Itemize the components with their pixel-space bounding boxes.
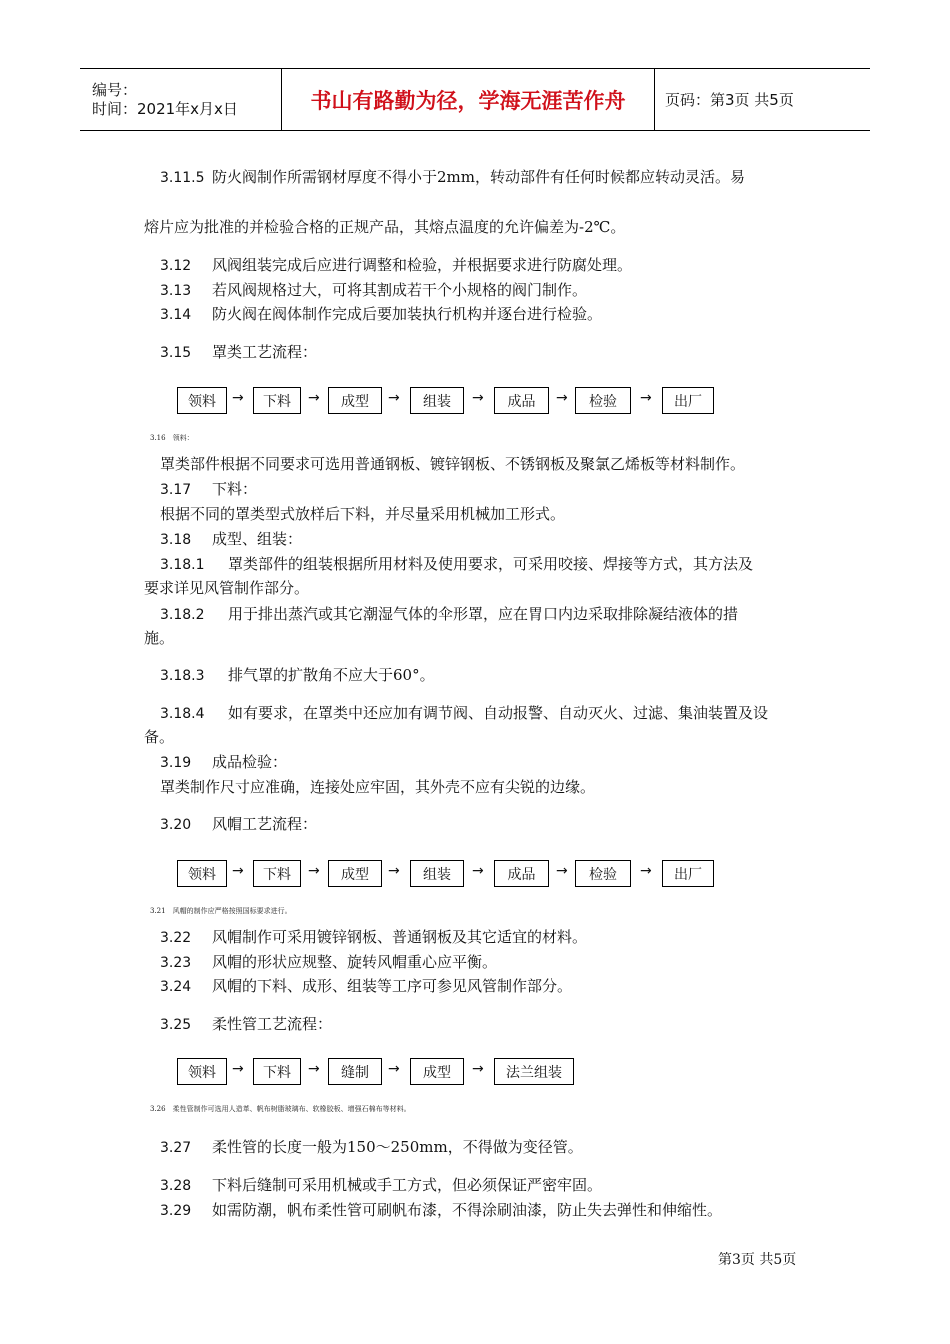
paragraph-line: 3.18.2 用于排出蒸汽或其它潮湿气体的伞形罩，应在胃口内边采取排除凝结液体的措 — [160, 605, 739, 623]
arrow-right-icon: → — [308, 863, 320, 879]
section-heading: 3.15 罩类工艺流程： — [160, 343, 318, 361]
arrow-right-icon: → — [232, 390, 244, 406]
paragraph-line: 3.13 若风阀规格过大，可将其割成若干个小规格的阀门制作。 — [160, 281, 588, 299]
flow-step: 领料 — [177, 860, 227, 887]
flow-step: 缝制 — [328, 1058, 382, 1085]
flow-step: 下料 — [253, 860, 301, 887]
flow-step: 成品 — [494, 387, 549, 414]
arrow-right-icon: → — [640, 390, 652, 406]
page-footer-number: 第3页 共5页 — [718, 1252, 797, 1268]
flow-step: 法兰组装 — [494, 1058, 574, 1085]
paragraph-line: 3.28 下料后缝制可采用机械或手工方式，但必须保证严密牢固。 — [160, 1176, 603, 1194]
paragraph-line: 罩类部件根据不同要求可选用普通钢板、镀锌钢板、不锈钢板及聚氯乙烯板等材料制作。 — [160, 455, 746, 473]
arrow-right-icon: → — [388, 863, 400, 879]
arrow-right-icon: → — [640, 863, 652, 879]
section-heading: 3.25 柔性管工艺流程： — [160, 1015, 333, 1033]
paragraph-line: 备。 — [144, 728, 175, 746]
paragraph-line: 3.18 成型、组装： — [160, 530, 303, 548]
paragraph-line: 3.29 如需防潮，帆布柔性管可刷帆布漆，不得涂刷油漆，防止失去弹性和伸缩性。 — [160, 1201, 723, 1219]
header-meta — [80, 69, 282, 130]
arrow-right-icon: → — [472, 1061, 484, 1077]
arrow-right-icon: → — [388, 390, 400, 406]
paragraph-line: 施。 — [144, 629, 175, 647]
flow-step: 组装 — [410, 387, 464, 414]
small-note: 3.21 风帽的制作应严格按照国标要求进行。 — [150, 907, 292, 915]
flow-step: 下料 — [253, 1058, 301, 1085]
arrow-right-icon: → — [556, 863, 568, 879]
header-code-label: 编号： — [92, 80, 138, 99]
flow-step: 出厂 — [662, 860, 714, 887]
flow-step: 领料 — [177, 387, 227, 414]
flow-step: 成型 — [328, 387, 382, 414]
arrow-right-icon: → — [556, 390, 568, 406]
paragraph-line: 罩类制作尺寸应准确，连接处应牢固，其外壳不应有尖锐的边缘。 — [160, 778, 596, 796]
flow-step: 成型 — [410, 1058, 464, 1085]
arrow-right-icon: → — [232, 863, 244, 879]
paragraph-line: 3.14 防火阀在阀体制作完成后要加装执行机构并逐台进行检验。 — [160, 305, 603, 323]
paragraph-line: 3.27 柔性管的长度一般为150～250mm，不得做为变径管。 — [160, 1138, 583, 1156]
flow-step: 检验 — [575, 387, 631, 414]
flow-step: 出厂 — [662, 387, 714, 414]
paragraph-line: 根据不同的罩类型式放样后下料，并尽量采用机械加工形式。 — [160, 505, 566, 523]
arrow-right-icon: → — [472, 863, 484, 879]
flow-step: 下料 — [253, 387, 301, 414]
paragraph-line: 要求详见风管制作部分。 — [144, 579, 310, 597]
page-header — [80, 68, 870, 131]
header-page-label: 页码：第3页 共5页 — [665, 91, 794, 109]
arrow-right-icon: → — [232, 1061, 244, 1077]
paragraph-line: 熔片应为批准的并检验合格的正规产品，其熔点温度的允许偏差为-2℃。 — [144, 218, 626, 236]
paragraph-line: 3.17 下料： — [160, 480, 258, 498]
paragraph-line: 3.18.3 排气罩的扩散角不应大于60°。 — [160, 666, 435, 684]
flow-step: 组装 — [410, 860, 464, 887]
flow-step: 检验 — [575, 860, 631, 887]
hood-process-flow — [0, 387, 950, 415]
paragraph-line: 3.22 风帽制作可采用镀锌钢板、普通钢板及其它适宜的材料。 — [160, 928, 588, 946]
flow-step: 成品 — [494, 860, 549, 887]
paragraph-line: 3.23 风帽的形状应规整、旋转风帽重心应平衡。 — [160, 953, 498, 971]
arrow-right-icon: → — [388, 1061, 400, 1077]
small-note: 3.26 柔性管制作可选用人造革、帆布树脂玻璃布、软橡胶板、增强石棉布等材料。 — [150, 1105, 411, 1113]
paragraph-line: 3.18.4 如有要求，在罩类中还应加有调节阀、自动报警、自动灭火、过滤、集油装置及设 — [160, 704, 769, 722]
small-note: 3.16 领料： — [150, 434, 194, 442]
arrow-right-icon: → — [472, 390, 484, 406]
cap-process-flow — [0, 860, 950, 888]
arrow-right-icon: → — [308, 390, 320, 406]
arrow-right-icon: → — [308, 1061, 320, 1077]
header-time-label: 时间：2021年x月x日 — [92, 99, 238, 118]
header-motto: 书山有路勤为径，学海无涯苦作舟 — [282, 69, 655, 130]
paragraph-line: 3.19 成品检验： — [160, 753, 288, 771]
flexible-duct-process-flow — [0, 1058, 950, 1086]
paragraph-line: 3.12 风阀组装完成后应进行调整和检验，并根据要求进行防腐处理。 — [160, 256, 633, 274]
section-heading: 3.20 风帽工艺流程： — [160, 815, 318, 833]
paragraph-line: 3.11.5 防火阀制作所需钢材厚度不得小于2mm，转动部件有任何时候都应转动灵活。易 — [160, 168, 745, 186]
flow-step: 领料 — [177, 1058, 227, 1085]
paragraph-line: 3.18.1 罩类部件的组装根据所用材料及使用要求，可采用咬接、焊接等方式，其方法及 — [160, 555, 754, 573]
paragraph-line: 3.24 风帽的下料、成形、组装等工序可参见风管制作部分。 — [160, 977, 573, 995]
flow-step: 成型 — [328, 860, 382, 887]
